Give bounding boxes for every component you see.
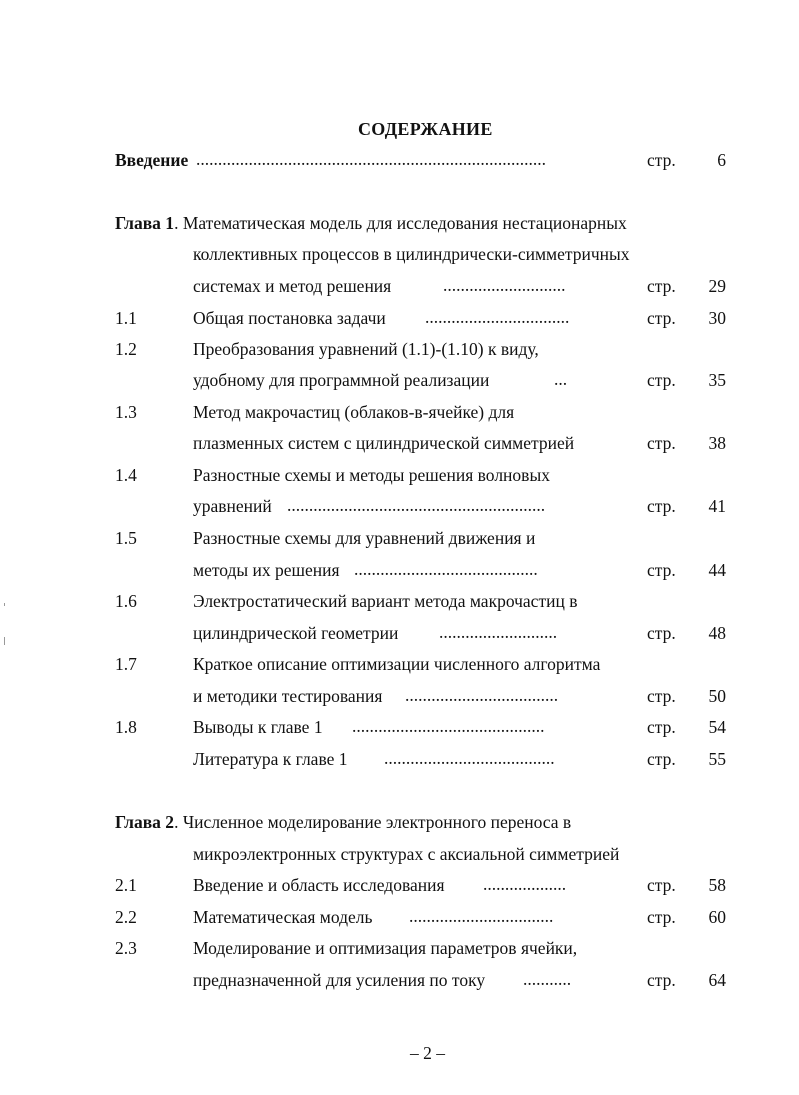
chapter2-label: Глава 2	[115, 812, 175, 832]
chapter1-title-line3: системах и метод решения	[193, 276, 392, 296]
section-title[interactable]: Моделирование и оптимизация параметров ячейки,	[193, 938, 578, 958]
section-title[interactable]: Краткое описание оптимизации численного алгоритма	[193, 654, 601, 674]
section-title-line2: методы их решения	[193, 560, 340, 580]
page-abbrev: стр.	[647, 686, 676, 706]
section-title-line2: плазменных систем с цилиндрической симметрией	[193, 433, 575, 453]
section-number: 1.4	[115, 465, 137, 485]
section-number: 1.6	[115, 591, 137, 611]
section-title[interactable]: Выводы к главе 1	[193, 717, 323, 737]
chapter1-title-line2: коллективных процессов в цилиндрически-симметричных	[193, 244, 630, 264]
page-abbrev: стр.	[647, 433, 676, 453]
section-number: 2.2	[115, 907, 137, 927]
page-number: 54	[708, 717, 726, 737]
page-number: 6	[717, 150, 726, 170]
page-number: 38	[708, 433, 726, 453]
section-title[interactable]: Литература к главе 1	[193, 749, 348, 769]
page-abbrev: стр.	[647, 560, 676, 580]
section-title-line2: предназначенной для усиления по току	[193, 970, 486, 990]
section-number: 1.5	[115, 528, 137, 548]
page-number: 50	[708, 686, 726, 706]
section-title-line2: уравнений	[193, 496, 272, 516]
page-number: 60	[708, 907, 726, 927]
section-dots: ...	[554, 369, 568, 389]
section-dots: .................................	[409, 906, 554, 926]
section-dots: ..........................................	[354, 559, 538, 579]
page-abbrev: стр.	[647, 907, 676, 927]
section-title[interactable]: Математическая модель	[193, 907, 373, 927]
chapter1-label: Глава 1	[115, 213, 175, 233]
page-abbrev: стр.	[647, 276, 676, 296]
chapter1-title-line1: . Математическая модель для исследования нестационарных	[174, 213, 627, 233]
section-dots: ...........................	[439, 622, 558, 642]
section-dots: .......................................	[384, 748, 555, 768]
page-abbrev: стр.	[647, 308, 676, 328]
section-number: 1.1	[115, 308, 137, 328]
section-title[interactable]: Электростатический вариант метода макрочастиц в	[193, 591, 578, 611]
toc-title: СОДЕРЖАНИЕ	[358, 119, 493, 139]
page-abbrev: стр.	[647, 717, 676, 737]
section-title-line2: цилиндрической геометрии	[193, 623, 399, 643]
intro-dots: ................................................................................	[196, 149, 546, 169]
page-number: 48	[708, 623, 726, 643]
section-dots: ...........................................................	[287, 495, 546, 515]
page-number: 29	[708, 276, 726, 296]
page-number: 55	[708, 749, 726, 769]
section-title[interactable]: Разностные схемы для уравнений движения и	[193, 528, 536, 548]
page-abbrev: стр.	[647, 875, 676, 895]
section-dots: ...................................	[405, 685, 559, 705]
chapter2-title-line2: микроэлектронных структурах с аксиальной симметрией	[193, 844, 620, 864]
section-title[interactable]: Введение и область исследования	[193, 875, 445, 895]
page-abbrev: стр.	[647, 623, 676, 643]
section-number: 2.1	[115, 875, 137, 895]
page-abbrev: стр.	[647, 496, 676, 516]
section-number: 2.3	[115, 938, 137, 958]
section-title-line2: и методики тестирования	[193, 686, 383, 706]
chapter2-heading[interactable]	[115, 812, 571, 832]
page-number: 44	[708, 560, 726, 580]
section-number: 1.7	[115, 654, 137, 674]
section-number: 1.2	[115, 339, 137, 359]
section-title[interactable]: Преобразования уравнений (1.1)-(1.10) к виду,	[193, 339, 539, 359]
scan-mark	[4, 603, 5, 606]
section-dots: .................................	[425, 307, 570, 327]
page-number: 35	[708, 370, 726, 390]
section-number: 1.8	[115, 717, 137, 737]
section-dots: ............................................	[352, 716, 545, 736]
page-abbrev: стр.	[647, 370, 676, 390]
section-number: 1.3	[115, 402, 137, 422]
page-abbrev: стр.	[647, 970, 676, 990]
section-title[interactable]: Разностные схемы и методы решения волновых	[193, 465, 550, 485]
page-number: 58	[708, 875, 726, 895]
chapter1-dots: ............................	[443, 275, 566, 295]
page-footer-number: – 2 –	[410, 1043, 445, 1063]
page-abbrev: стр.	[647, 150, 676, 170]
section-title[interactable]: Метод макрочастиц (облаков-в-ячейке) для	[193, 402, 515, 422]
section-dots: ...........	[523, 969, 572, 989]
page-abbrev: стр.	[647, 749, 676, 769]
section-title-line2: удобному для программной реализации	[193, 370, 490, 390]
chapter2-title-line1: . Численное моделирование электронного переноса в	[174, 812, 572, 832]
section-dots: ...................	[483, 874, 567, 894]
page-number: 30	[708, 308, 726, 328]
chapter1-heading[interactable]	[115, 213, 627, 233]
page-number: 41	[708, 496, 726, 516]
scan-mark	[4, 637, 5, 645]
page-number: 64	[708, 970, 726, 990]
intro-label[interactable]: Введение	[115, 150, 189, 170]
section-title[interactable]: Общая постановка задачи	[193, 308, 386, 328]
